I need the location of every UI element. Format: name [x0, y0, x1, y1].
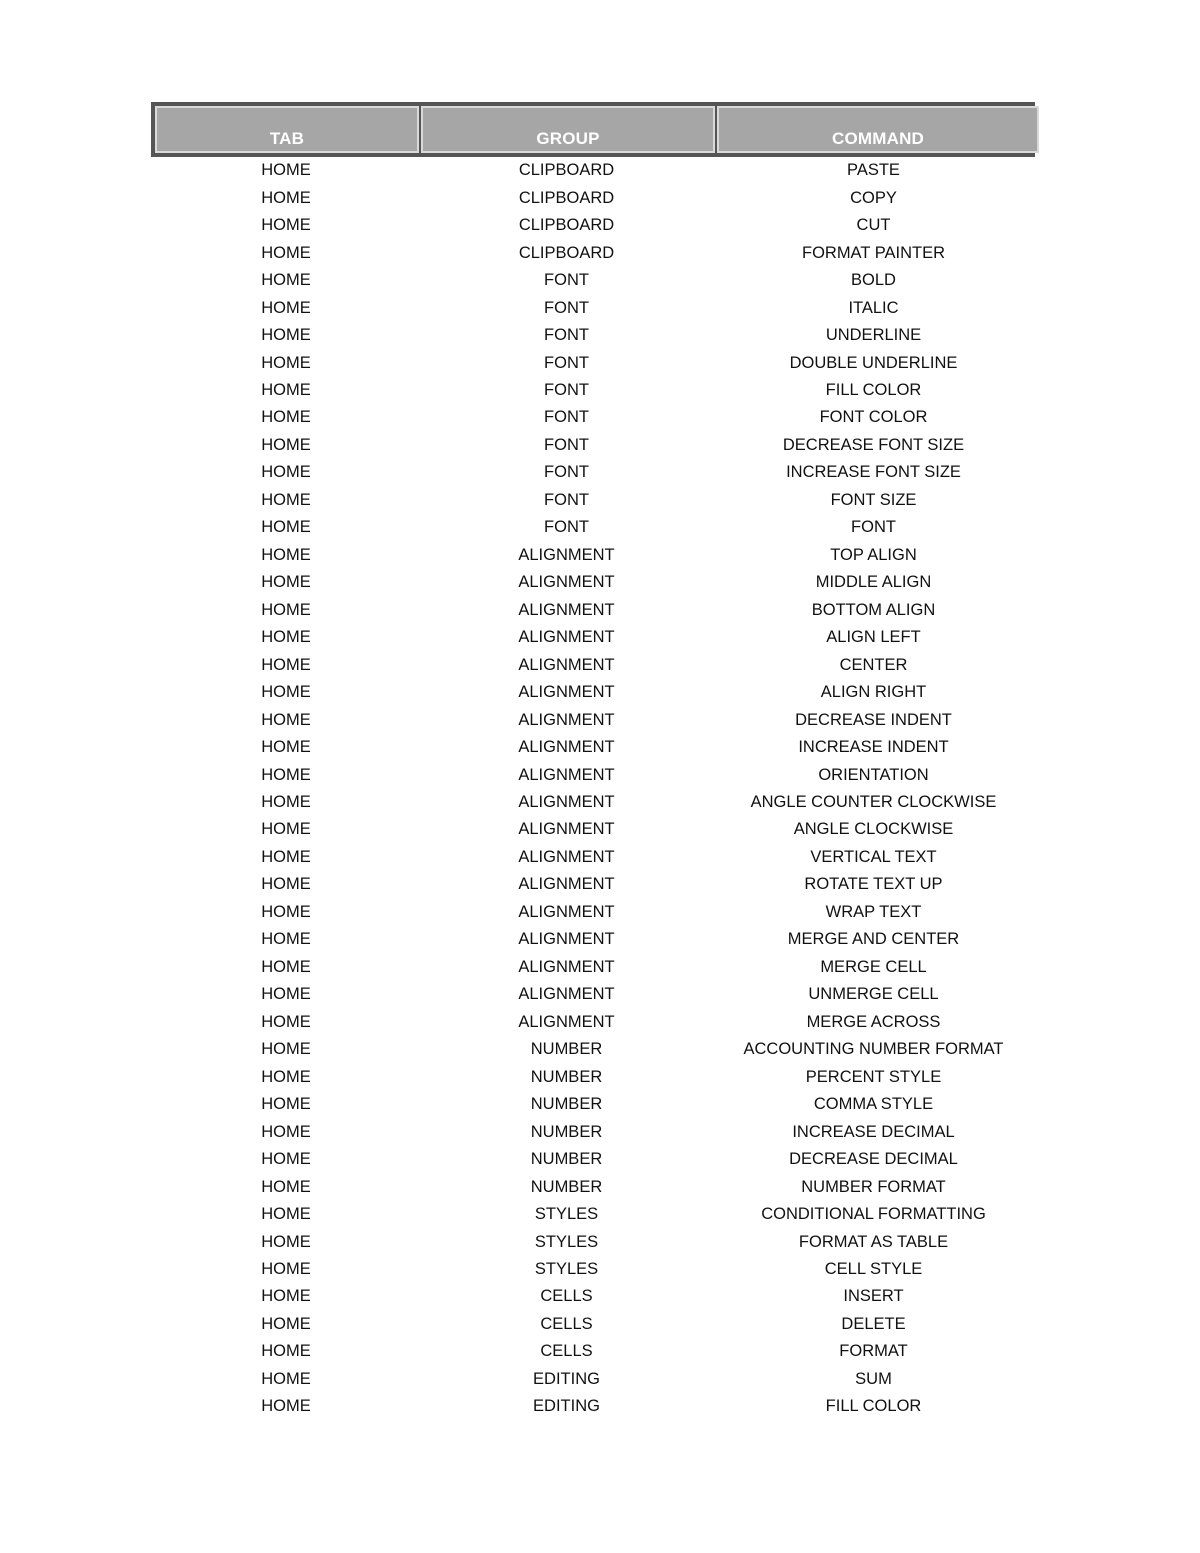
group-cell: FONT: [544, 490, 589, 509]
table-row: [151, 789, 1035, 816]
command-cell: COPY: [850, 188, 897, 207]
tab-cell: HOME: [261, 793, 311, 812]
command-cell: ALIGN LEFT: [826, 628, 921, 647]
command-cell: MERGE AND CENTER: [787, 930, 960, 949]
command-cell: VERTICAL TEXT: [810, 847, 937, 866]
tab-cell: HOME: [261, 600, 311, 619]
table-row: [151, 542, 1035, 569]
command-cell: INCREASE FONT SIZE: [786, 463, 961, 482]
table-row: [151, 871, 1035, 898]
group-cell: ALIGNMENT: [518, 765, 615, 784]
tab-cell: HOME: [261, 1177, 311, 1196]
group-cell: STYLES: [534, 1232, 599, 1251]
group-cell: CLIPBOARD: [518, 161, 615, 180]
tab-cell: HOME: [261, 820, 311, 839]
group-cell: ALIGNMENT: [518, 683, 615, 702]
header-command: COMMAND: [717, 106, 1039, 153]
table-row: [151, 487, 1035, 514]
tab-cell: HOME: [261, 1067, 311, 1086]
command-cell: FILL COLOR: [825, 380, 922, 399]
command-cell: TOP ALIGN: [830, 545, 917, 564]
tab-cell: HOME: [261, 1012, 311, 1031]
table-row: [151, 1173, 1035, 1200]
tab-cell: HOME: [261, 408, 311, 427]
table-row: [151, 239, 1035, 266]
command-cell: FORMAT PAINTER: [801, 243, 945, 262]
table-row: [151, 294, 1035, 321]
command-cell: ALIGN RIGHT: [820, 683, 927, 702]
command-cell: NUMBER FORMAT: [801, 1177, 946, 1196]
command-cell: WRAP TEXT: [825, 902, 922, 921]
table-row: [151, 734, 1035, 761]
table-row: [151, 1283, 1035, 1310]
table-row: [151, 377, 1035, 404]
tab-cell: HOME: [261, 1397, 311, 1416]
tab-cell: HOME: [261, 545, 311, 564]
table-row: [151, 844, 1035, 871]
command-cell: DECREASE INDENT: [795, 710, 952, 729]
table-row: [151, 1338, 1035, 1365]
table-row: [151, 1393, 1035, 1420]
tab-cell: HOME: [261, 847, 311, 866]
group-cell: ALIGNMENT: [518, 600, 615, 619]
command-cell: INSERT: [843, 1287, 904, 1306]
table-row: [151, 514, 1035, 541]
command-cell: ANGLE COUNTER CLOCKWISE: [750, 793, 997, 812]
table-body: [151, 157, 1035, 1421]
command-cell: FORMAT: [839, 1342, 908, 1361]
tab-cell: HOME: [261, 1314, 311, 1333]
tab-cell: HOME: [261, 188, 311, 207]
tab-cell: HOME: [261, 518, 311, 537]
tab-cell: HOME: [261, 298, 311, 317]
group-cell: ALIGNMENT: [518, 573, 615, 592]
tab-cell: HOME: [261, 573, 311, 592]
command-cell: BOLD: [851, 271, 896, 290]
tab-cell: HOME: [261, 216, 311, 235]
table-row: [151, 981, 1035, 1008]
table-row: [151, 899, 1035, 926]
tab-cell: HOME: [261, 435, 311, 454]
table-row: [151, 404, 1035, 431]
group-cell: ALIGNMENT: [518, 710, 615, 729]
tab-cell: HOME: [261, 930, 311, 949]
command-cell: CONDITIONAL FORMATTING: [761, 1205, 986, 1224]
group-cell: ALIGNMENT: [518, 930, 615, 949]
group-cell: ALIGNMENT: [518, 957, 615, 976]
command-cell: MIDDLE ALIGN: [815, 573, 932, 592]
group-cell: CLIPBOARD: [518, 243, 615, 262]
table-row: [151, 1228, 1035, 1255]
command-cell: INCREASE DECIMAL: [792, 1122, 955, 1141]
command-cell: INCREASE INDENT: [798, 738, 949, 757]
command-cell: SUM: [855, 1369, 892, 1388]
tab-cell: HOME: [261, 326, 311, 345]
tab-cell: HOME: [261, 161, 311, 180]
table-row: [151, 1311, 1035, 1338]
group-cell: FONT: [544, 298, 589, 317]
command-cell: UNDERLINE: [825, 326, 922, 345]
group-cell: ALIGNMENT: [518, 820, 615, 839]
group-cell: ALIGNMENT: [518, 545, 615, 564]
command-cell: PERCENT STYLE: [805, 1067, 942, 1086]
table-row: [151, 679, 1035, 706]
table-row: [151, 1256, 1035, 1283]
tab-cell: HOME: [261, 463, 311, 482]
command-cell: CENTER: [839, 655, 908, 674]
group-cell: STYLES: [534, 1205, 599, 1224]
command-cell: MERGE CELL: [820, 957, 927, 976]
group-cell: ALIGNMENT: [518, 655, 615, 674]
group-cell: FONT: [544, 463, 589, 482]
tab-cell: HOME: [261, 765, 311, 784]
group-cell: EDITING: [533, 1369, 600, 1388]
table-row: [151, 1063, 1035, 1090]
command-cell: ITALIC: [848, 298, 899, 317]
command-cell: ROTATE TEXT UP: [804, 875, 943, 894]
group-cell: NUMBER: [530, 1177, 603, 1196]
table-row: [151, 1366, 1035, 1393]
group-cell: ALIGNMENT: [518, 738, 615, 757]
group-cell: ALIGNMENT: [518, 847, 615, 866]
command-cell: CUT: [856, 216, 891, 235]
command-cell: FONT SIZE: [830, 490, 917, 509]
header-group: GROUP: [421, 106, 715, 153]
table-row: [151, 1036, 1035, 1063]
table-row: [151, 926, 1035, 953]
group-cell: FONT: [544, 326, 589, 345]
tab-cell: HOME: [261, 243, 311, 262]
tab-cell: HOME: [261, 380, 311, 399]
tab-cell: HOME: [261, 902, 311, 921]
tab-cell: HOME: [261, 875, 311, 894]
table-row: [151, 267, 1035, 294]
table-row: [151, 569, 1035, 596]
command-cell: PASTE: [847, 161, 900, 180]
command-table: [151, 102, 1035, 1421]
command-cell: ACCOUNTING NUMBER FORMAT: [743, 1040, 1004, 1059]
tab-cell: HOME: [261, 1122, 311, 1141]
table-row: [151, 184, 1035, 211]
command-cell: ORIENTATION: [818, 765, 929, 784]
tab-cell: HOME: [261, 738, 311, 757]
table-row: [151, 1009, 1035, 1036]
command-cell: MERGE ACROSS: [806, 1012, 941, 1031]
tab-cell: HOME: [261, 628, 311, 647]
group-cell: ALIGNMENT: [518, 1012, 615, 1031]
group-cell: CLIPBOARD: [518, 216, 615, 235]
group-cell: CLIPBOARD: [518, 188, 615, 207]
group-cell: FONT: [544, 380, 589, 399]
tab-cell: HOME: [261, 985, 311, 1004]
table-row: [151, 459, 1035, 486]
group-cell: NUMBER: [530, 1067, 603, 1086]
table-row: [151, 651, 1035, 678]
table-row: [151, 1146, 1035, 1173]
command-cell: DECREASE FONT SIZE: [782, 435, 965, 454]
command-cell: FILL COLOR: [825, 1397, 922, 1416]
tab-cell: HOME: [261, 1150, 311, 1169]
table-row: [151, 1091, 1035, 1118]
tab-cell: HOME: [261, 1040, 311, 1059]
group-cell: FONT: [544, 435, 589, 454]
group-cell: CELLS: [540, 1287, 593, 1306]
group-cell: ALIGNMENT: [518, 985, 615, 1004]
tab-cell: HOME: [261, 957, 311, 976]
table-row: [151, 157, 1035, 184]
table-header: [151, 102, 1035, 157]
command-cell: UNMERGE CELL: [808, 985, 939, 1004]
tab-cell: HOME: [261, 1205, 311, 1224]
tab-cell: HOME: [261, 1259, 311, 1278]
tab-cell: HOME: [261, 1369, 311, 1388]
command-cell: FORMAT AS TABLE: [798, 1232, 949, 1251]
tab-cell: HOME: [261, 683, 311, 702]
group-cell: ALIGNMENT: [518, 875, 615, 894]
group-cell: FONT: [544, 408, 589, 427]
command-cell: FONT COLOR: [819, 408, 928, 427]
group-cell: ALIGNMENT: [518, 628, 615, 647]
command-cell: COMMA STYLE: [813, 1095, 934, 1114]
table-row: [151, 706, 1035, 733]
group-cell: NUMBER: [530, 1122, 603, 1141]
table-row: [151, 1118, 1035, 1145]
group-cell: CELLS: [540, 1314, 593, 1333]
group-cell: CELLS: [540, 1342, 593, 1361]
command-cell: FONT: [851, 518, 896, 537]
tab-cell: HOME: [261, 1095, 311, 1114]
tab-cell: HOME: [261, 271, 311, 290]
table-row: [151, 212, 1035, 239]
tab-cell: HOME: [261, 353, 311, 372]
command-cell: DOUBLE UNDERLINE: [789, 353, 958, 372]
table-row: [151, 624, 1035, 651]
table-row: [151, 761, 1035, 788]
command-cell: ANGLE CLOCKWISE: [793, 820, 954, 839]
table-row: [151, 432, 1035, 459]
table-row: [151, 597, 1035, 624]
group-cell: EDITING: [533, 1397, 600, 1416]
tab-cell: HOME: [261, 1232, 311, 1251]
header-tab: TAB: [155, 106, 419, 153]
group-cell: ALIGNMENT: [518, 902, 615, 921]
table-row: [151, 1201, 1035, 1228]
command-cell: CELL STYLE: [824, 1259, 923, 1278]
group-cell: NUMBER: [530, 1040, 603, 1059]
table-row: [151, 349, 1035, 376]
group-cell: FONT: [544, 271, 589, 290]
group-cell: FONT: [544, 353, 589, 372]
tab-cell: HOME: [261, 710, 311, 729]
tab-cell: HOME: [261, 655, 311, 674]
group-cell: ALIGNMENT: [518, 793, 615, 812]
group-cell: NUMBER: [530, 1150, 603, 1169]
command-cell: BOTTOM ALIGN: [811, 600, 936, 619]
command-cell: DECREASE DECIMAL: [789, 1150, 958, 1169]
table-row: [151, 954, 1035, 981]
tab-cell: HOME: [261, 1287, 311, 1306]
table-row: [151, 816, 1035, 843]
group-cell: FONT: [544, 518, 589, 537]
tab-cell: HOME: [261, 490, 311, 509]
group-cell: NUMBER: [530, 1095, 603, 1114]
table-row: [151, 322, 1035, 349]
tab-cell: HOME: [261, 1342, 311, 1361]
group-cell: STYLES: [534, 1259, 599, 1278]
command-cell: DELETE: [841, 1314, 906, 1333]
